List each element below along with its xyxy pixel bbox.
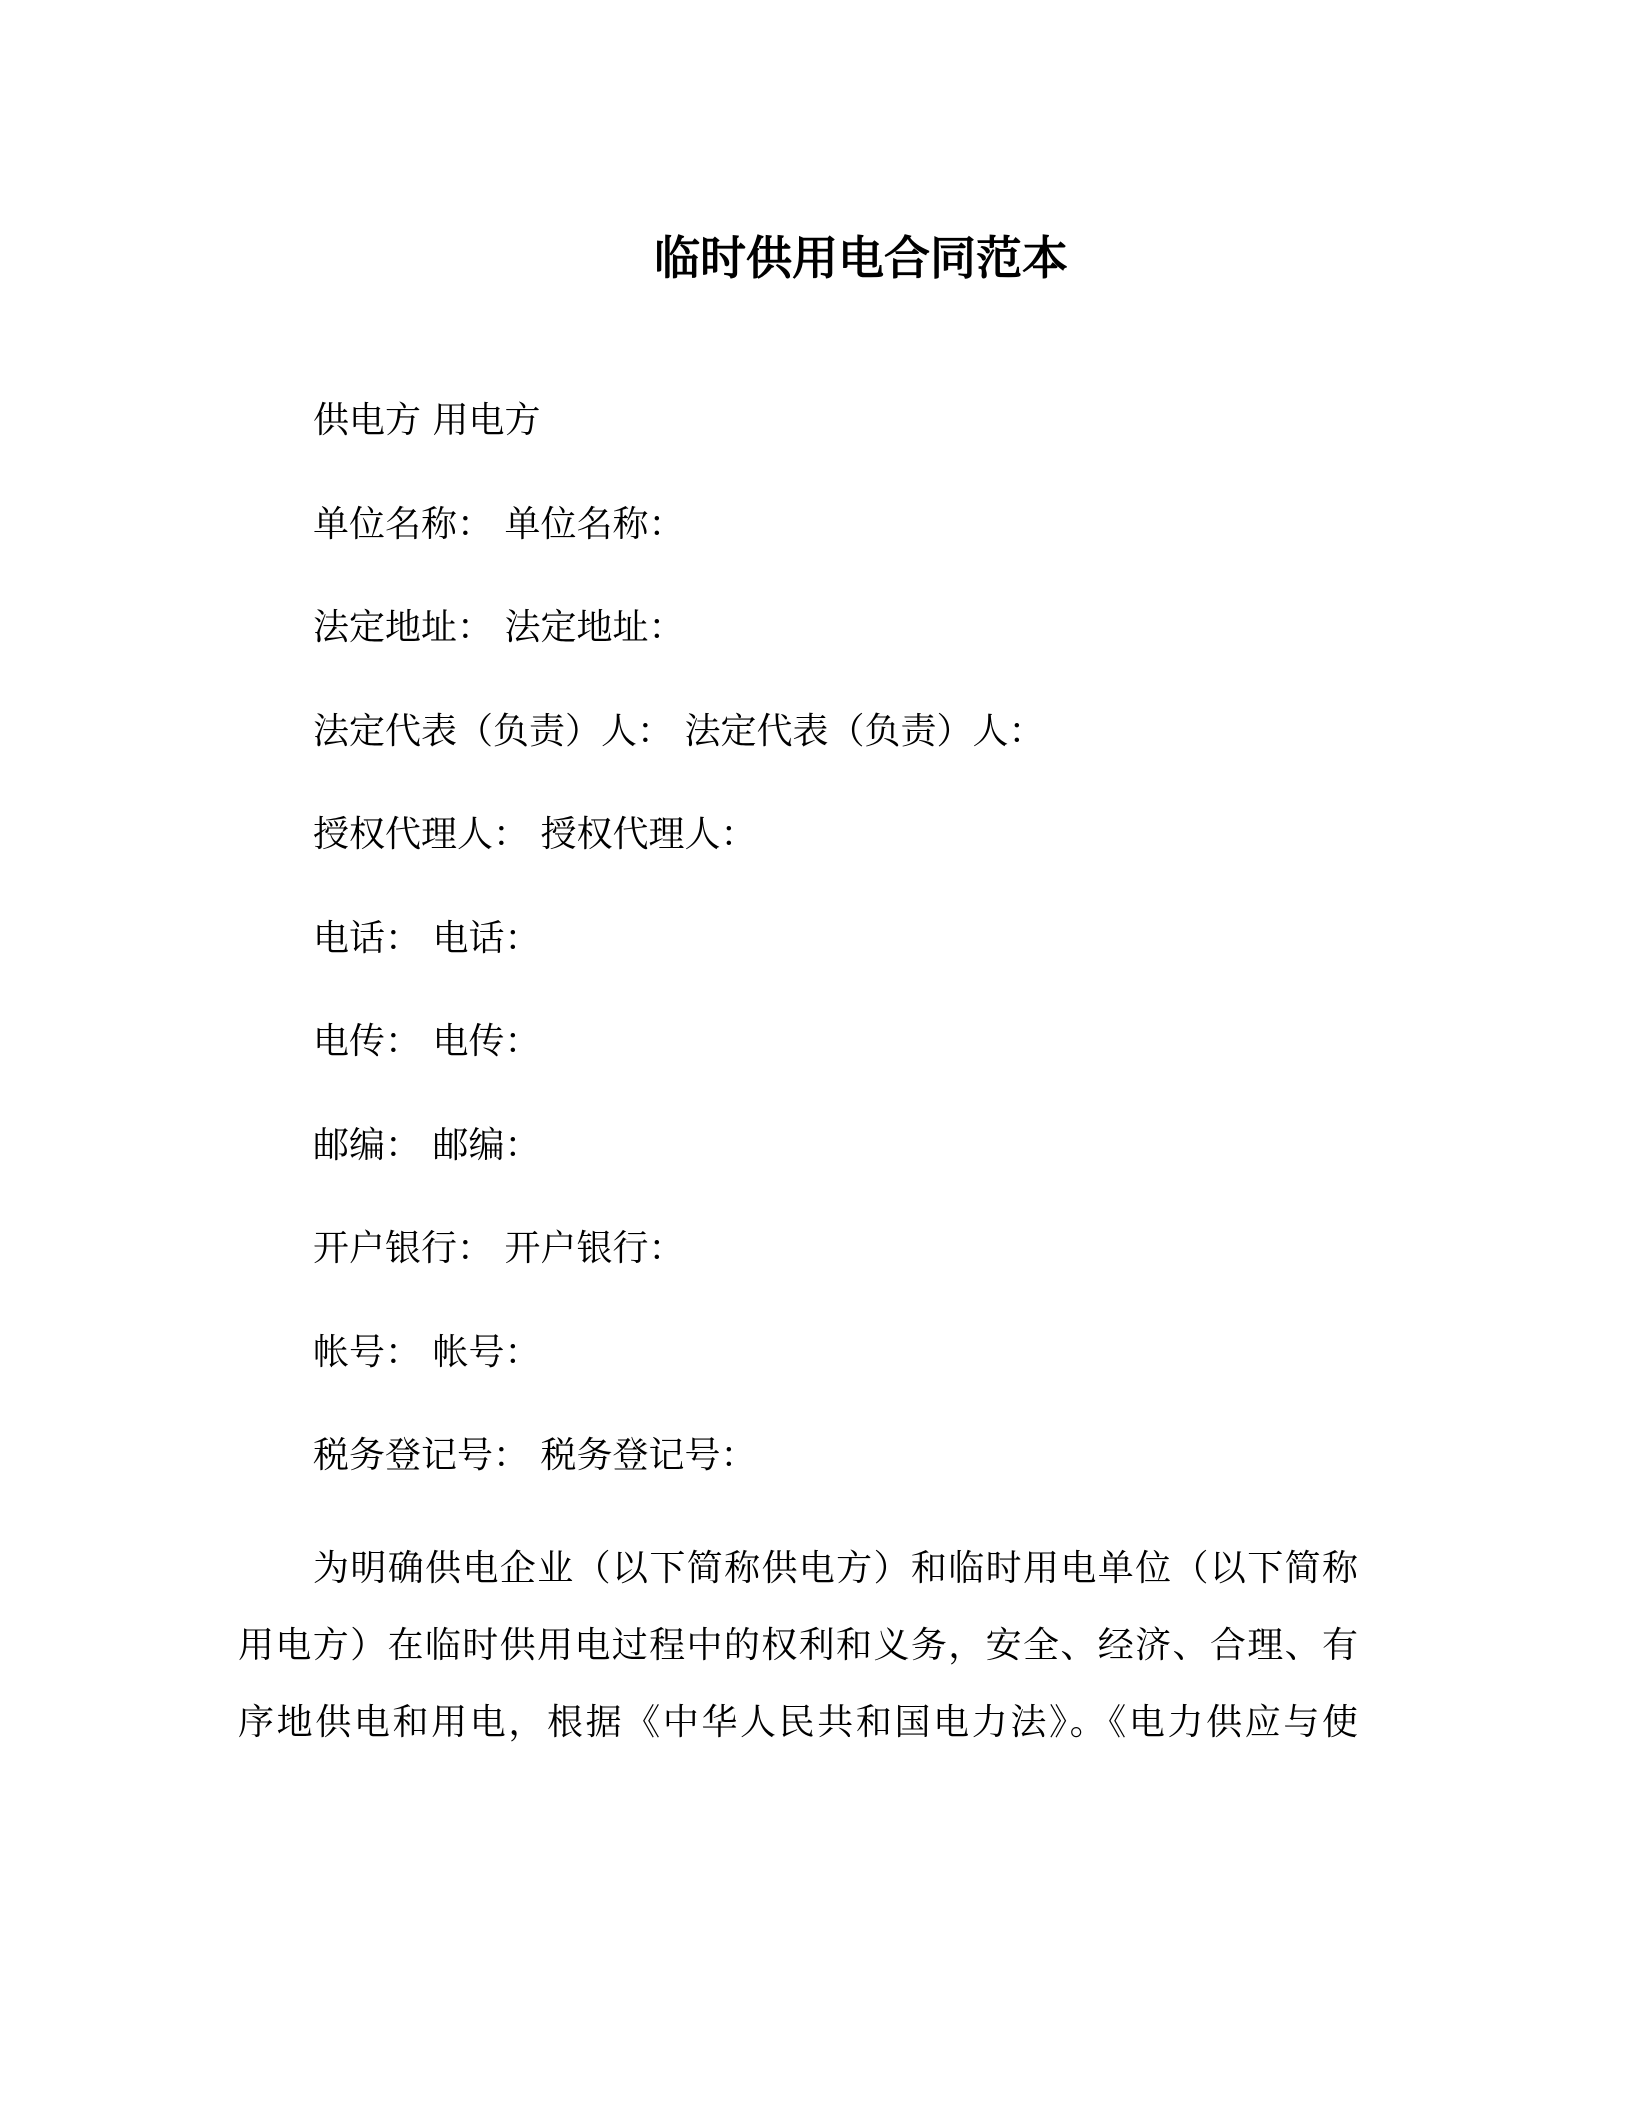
paragraph-line: 为明确供电企业（以下简称供电方）和临时用电单位（以下简称 bbox=[313, 1548, 1358, 1589]
field-parties-header: 供电方 用电方 bbox=[313, 400, 541, 441]
field-telex: 电传： 电传： bbox=[313, 1021, 541, 1062]
paragraph-line: 序地供电和用电，根据《中华人民共和国电力法》。《电力供应与使 bbox=[238, 1702, 1358, 1743]
field-authorized-agent: 授权代理人： 授权代理人： bbox=[313, 814, 757, 855]
intro-paragraph bbox=[238, 1530, 1358, 1761]
paragraph-line: 用电方）在临时供用电过程中的权利和义务，安全、经济、合理、有 bbox=[238, 1625, 1358, 1666]
field-tax-registration: 税务登记号： 税务登记号： bbox=[313, 1435, 757, 1476]
party-info-fields bbox=[313, 395, 1413, 1534]
field-legal-address: 法定地址： 法定地址： bbox=[313, 607, 685, 648]
document-title: 临时供用电合同范本 bbox=[654, 231, 1068, 285]
field-postcode: 邮编： 邮编： bbox=[313, 1124, 541, 1166]
field-unit-name: 单位名称： 单位名称： bbox=[313, 503, 685, 545]
field-phone: 电话： 电话： bbox=[313, 917, 541, 959]
field-account: 帐号： 帐号： bbox=[313, 1331, 541, 1373]
field-bank: 开户银行： 开户银行： bbox=[313, 1228, 685, 1269]
field-legal-representative: 法定代表（负责）人： 法定代表（负责）人： bbox=[313, 710, 1045, 752]
